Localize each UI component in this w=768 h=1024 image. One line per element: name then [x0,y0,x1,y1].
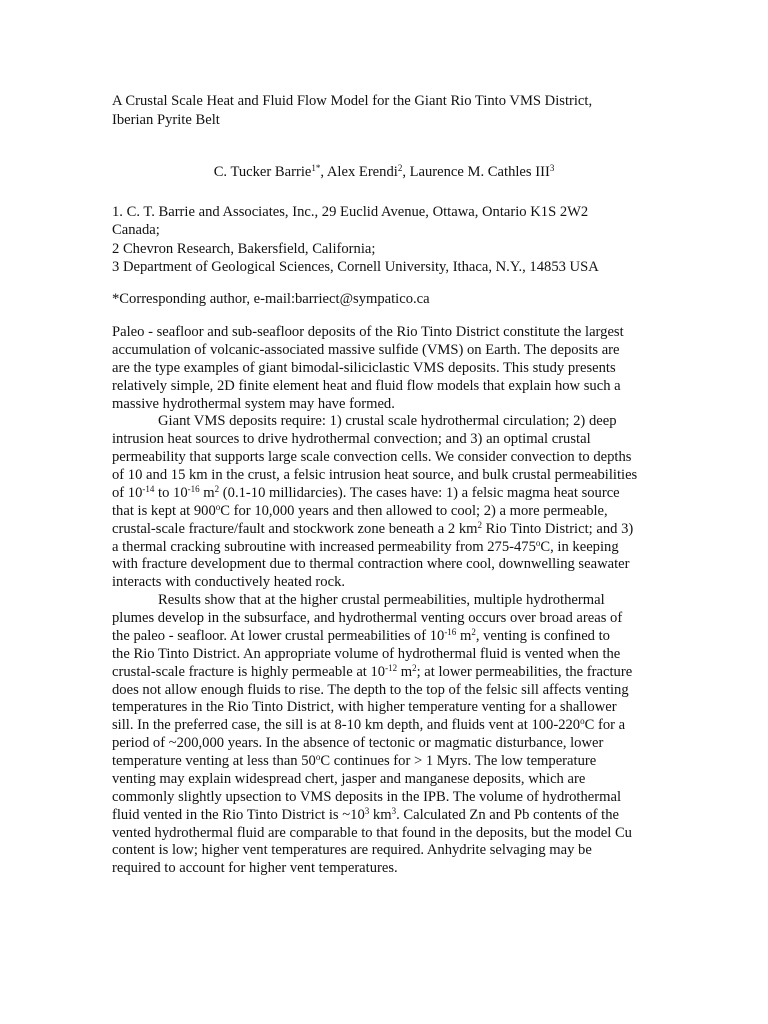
author-affiliation-mark: 3 [549,163,555,173]
text-run: . Calculated Zn and Pb contents of the [396,806,619,823]
abstract-line: are the type examples of giant bimodal-siliciclastic VMS deposits. This study presents [112,359,616,376]
abstract-line [112,521,732,539]
text-run: ; at lower permeabilities, the fracture [416,663,633,680]
text-run: (0.1-10 millidarcies). The cases have: 1) a felsic magma heat source [219,484,620,501]
superscript: 3 [391,805,397,816]
abstract-line: temperatures in the Rio Tinto District, with higher temperature venting for a shallower [112,699,617,716]
superscript: o [215,501,221,512]
abstract-line: vented hydrothermal fluid are comparable to that found in the deposits, but the model Cu [112,824,632,841]
text-run: crustal-scale fracture/fault and stockwork zone beneath a 2 km [112,520,478,537]
title-line: Iberian Pyrite Belt [112,111,220,128]
superscript: -16 [444,626,457,637]
superscript: -16 [187,483,200,494]
text-run: , venting is confined to [475,627,610,644]
abstract-line: plumes develop in the subsurface, and hydrothermal venting occurs over broad areas of [112,610,623,626]
author-separator: , [320,164,327,180]
abstract-line [112,807,732,825]
text-run: Rio Tinto District; and 3) [482,520,634,537]
superscript: 2 [471,626,476,637]
author-separator: , [402,164,410,180]
abstract-line: permeability that supports large scale convection cells. We consider convection to depths [112,449,632,466]
abstract-line: the Rio Tinto District. An appropriate volume of hydrothermal fluid is vented when the [112,645,621,662]
superscript: 2 [412,662,417,673]
superscript: -14 [142,483,155,494]
abstract-line [112,664,732,682]
abstract-line: does not allow enough fluids to rise. The depth to the top of the felsic sill affects venting [112,681,629,698]
author-affiliation-mark: 1* [311,163,321,173]
text-run: C continues for > 1 Myrs. The low temperature [320,753,597,769]
abstract-line: period of ~200,000 years. In the absence of tectonic or magmatic disturbance, lower [112,735,604,752]
superscript: o [580,716,585,727]
superscript: 3 [364,805,370,816]
superscript: 2 [477,519,482,530]
abstract-line: Results show that at the higher crustal permeabilities, multiple hydrothermal [158,592,605,609]
text-run: C, in keeping [540,538,619,555]
superscript: -12 [385,662,398,673]
abstract-line: Giant VMS deposits require: 1) crustal scale hydrothermal circulation; 2) deep [158,413,617,430]
corresponding-author: *Corresponding author, e-mail:barriect@sympatico.ca [112,291,430,307]
text-run: the paleo - seafloor. At lower crustal permeabilities of 10 [112,627,445,644]
author-name: Alex Erendi [326,164,398,180]
affiliation-line: Canada; [112,222,160,239]
abstract-line: of 10 and 15 km in the crust, a felsic intrusion heat source, and bulk crustal permeabilities [112,467,638,483]
abstract-line [112,717,732,735]
abstract-line: required to account for higher vent temperatures. [112,860,398,877]
abstract-line: intrusion heat sources to drive hydrothermal convection; and 3) an optimal crustal [112,431,591,448]
text-run: km [369,806,392,823]
text-run: a thermal cracking subroutine with increased permeability from 275-475 [112,538,536,555]
abstract-line: commonly slightly upsection to VMS deposits in the IPB. The volume of hydrothermal [112,788,621,805]
abstract-line: interacts with conductively heated rock. [112,574,346,591]
text-run: temperature venting at less than 50 [112,753,316,769]
abstract-line [112,753,732,771]
paper-title [112,92,732,129]
abstract-line: Paleo - seafloor and sub-seafloor deposits of the Rio Tinto District constitute the largest [112,324,624,340]
superscript: o [315,752,321,762]
title-line: A Crustal Scale Heat and Fluid Flow Model for the Giant Rio Tinto VMS District, [112,93,593,109]
affiliations [112,203,732,276]
abstract [112,324,732,878]
abstract-line [112,503,732,521]
author-name: Laurence M. Cathles III [409,164,550,180]
author-affiliation-mark: 2 [397,163,403,173]
abstract-line: content is low; higher vent temperatures are required. Anhydrite selvaging may be [112,842,592,859]
text-run: of 10 [112,484,143,501]
abstract-line [112,628,732,646]
affiliation-line: 2 Chevron Research, Bakersfield, California; [112,240,376,257]
abstract-line [112,539,732,557]
text-run: that is kept at 900 [112,502,216,519]
text-run: C for 10,000 years and then allowed to cool; 2) a more permeable, [220,502,608,519]
abstract-line: massive hydrothermal system may have formed. [112,395,395,412]
text-run: C for a [584,717,626,734]
abstract-line: with fracture development due to thermal contraction where cool, downwelling seawater [112,556,630,573]
text-run: m [397,663,413,680]
abstract-line: venting may explain widespread chert, jasper and manganese deposits, which are [112,770,586,787]
text-run: m [456,627,472,644]
affiliation-line: 1. C. T. Barrie and Associates, Inc., 29 Euclid Avenue, Ottawa, Ontario K1S 2W2 [112,204,589,220]
abstract-line: relatively simple, 2D finite element heat and fluid flow models that explain how such a [112,377,621,394]
text-run: crustal-scale fracture is highly permeable at 10 [112,663,386,680]
abstract-line: accumulation of volcanic-associated massive sulfide (VMS) on Earth. The deposits are [112,341,620,358]
text-run: sill. In the preferred case, the sill is at 8-10 km depth, and fluids vent at 100-220 [112,717,581,734]
author-list [0,163,768,181]
superscript: o [535,537,541,548]
abstract-line [112,485,732,503]
affiliation-line: 3 Department of Geological Sciences, Cornell University, Ithaca, N.Y., 14853 USA [112,258,599,275]
author-name: C. Tucker Barrie [213,164,312,180]
superscript: 2 [214,483,220,494]
text-run: m [199,484,215,501]
text-run: to 10 [154,484,188,501]
text-run: fluid vented in the Rio Tinto District is ~10 [112,806,365,823]
